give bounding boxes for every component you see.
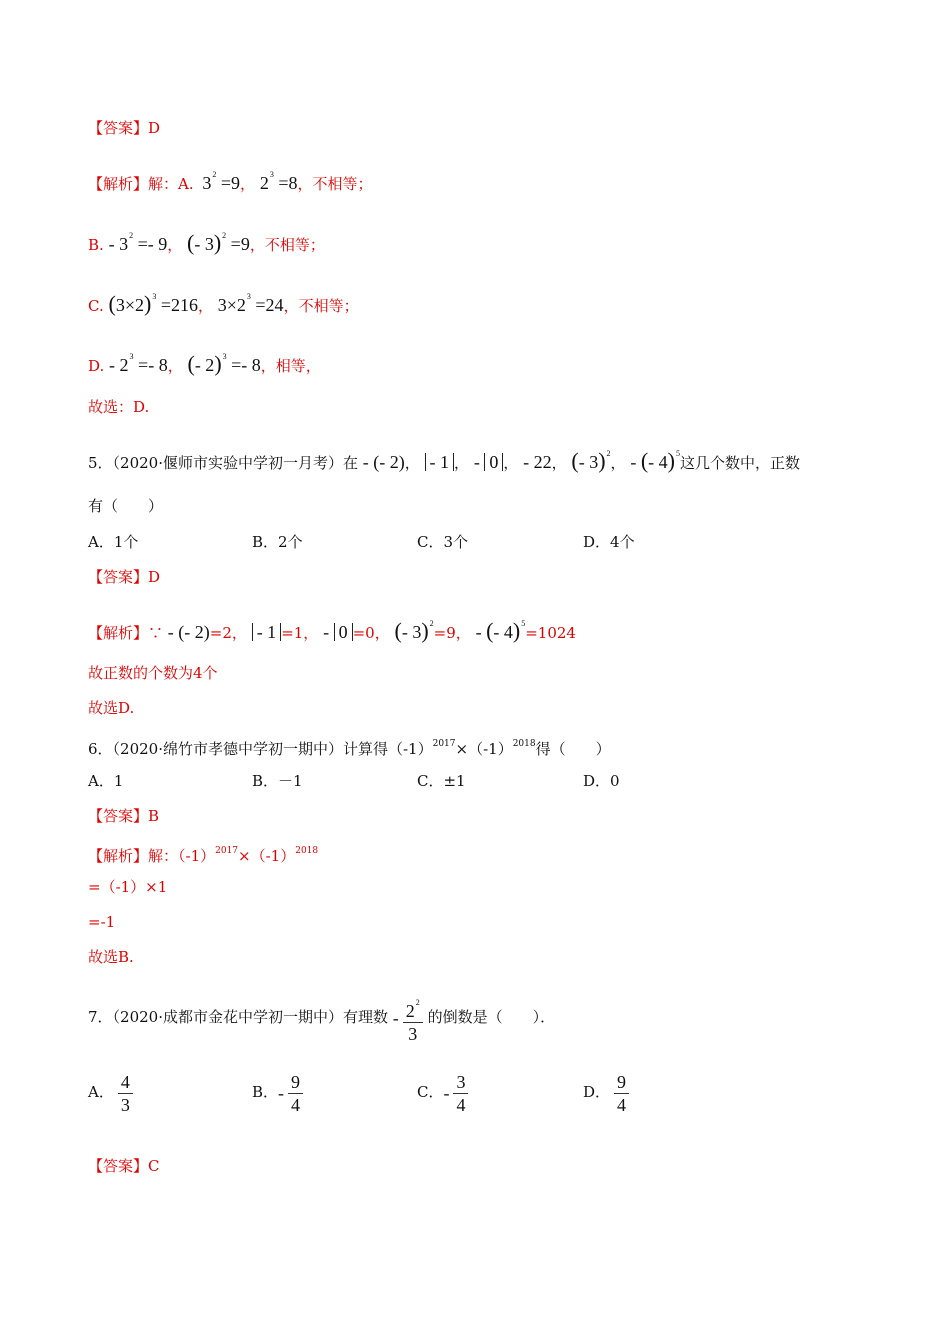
answer-q5: 【答案】D xyxy=(88,568,161,586)
option-a: A．1个 xyxy=(88,533,139,551)
option-a: A．1 xyxy=(88,772,124,790)
option-d: D．4个 xyxy=(583,533,635,551)
fraction: $\frac{2^2}{3}$ xyxy=(403,992,423,1045)
answer-q7: 【答案】C xyxy=(88,1157,160,1175)
analysis-q6-step-1: =（-1）×1 xyxy=(88,878,168,896)
option-b: B．－1 xyxy=(252,772,303,790)
question-5: 5．（2020·偃师市实验中学初一月考）在 - (- 2)， - 1 ， - 0 ， - 22， (- 3)$^2$， - (- 4)$^5$这几个数中，正数 xyxy=(88,448,800,473)
answer-q4: 【答案】D xyxy=(88,119,161,137)
question-7: 7．（2020·成都市金花中学初一期中）有理数 - $\frac{2^2}{3}$ 的倒数是（ ）． xyxy=(88,982,555,1053)
analysis-q4-line-a: 【解析】解：A. $3^2 =9$， $2^3 =8$，不相等； xyxy=(88,170,373,193)
analysis-q6: 【解析】解：$(-1)^{2017}\times(-1)^{2018}$ xyxy=(88,846,319,865)
option-d: D．0 xyxy=(583,772,620,790)
expr: - (- 2) xyxy=(362,452,405,472)
analysis-q4-line-c: C. $(3\times 2)^3 =216$， $3\times 2^3 =24$，不相等； xyxy=(88,291,359,316)
option-d: D． $\frac{9}{4}$ xyxy=(583,1068,629,1117)
conclusion-q6: 故选B. xyxy=(88,948,134,966)
analysis-q4-line-d: D. - $2^3 =- 8$， (- 2)$^3$ =- 8，相等， xyxy=(88,351,321,376)
option-c: C．- $\frac{3}{4}$ xyxy=(417,1068,468,1117)
conclusion-q5: 故选D. xyxy=(88,699,135,717)
abs-expr: - 1 xyxy=(425,453,455,471)
question-source: （2020·偃师市实验中学初一月考）在 xyxy=(112,454,358,472)
option-c: C．3个 xyxy=(417,533,469,551)
option-a: A． $\frac{4}{3}$ xyxy=(88,1068,133,1117)
analysis-q5-line-a: 故正数的个数为4个 xyxy=(88,664,218,682)
analysis-q4-line-b: B. - $3^2 =- 9$， (- 3)$^2$ =9，不相等； xyxy=(88,230,325,255)
option-c: C．±1 xyxy=(417,772,466,790)
answer-q6: 【答案】B xyxy=(88,807,160,825)
analysis-q6-step-2: =-1 xyxy=(88,913,116,931)
question-6: 6．（2020·绵竹市孝德中学初一期中）计算得$(-1)^{2017}\times(-1)^{2018}$得（ ） xyxy=(88,739,611,758)
question-5-line-2: 有（ ） xyxy=(88,497,164,515)
analysis-label: 【解析】解：A. xyxy=(88,175,194,193)
conclusion-q4: 故选：D. xyxy=(88,398,150,416)
option-b: B．2个 xyxy=(252,533,303,551)
option-b: B．- $\frac{9}{4}$ xyxy=(252,1068,303,1117)
question-number: 5． xyxy=(88,454,113,472)
analysis-q5: 【解析】∵ - (- 2)=2， - 1 =1， - 0 =0， (- 3)$^2$=9， - (- 4)$^5$=1024 xyxy=(88,618,576,643)
